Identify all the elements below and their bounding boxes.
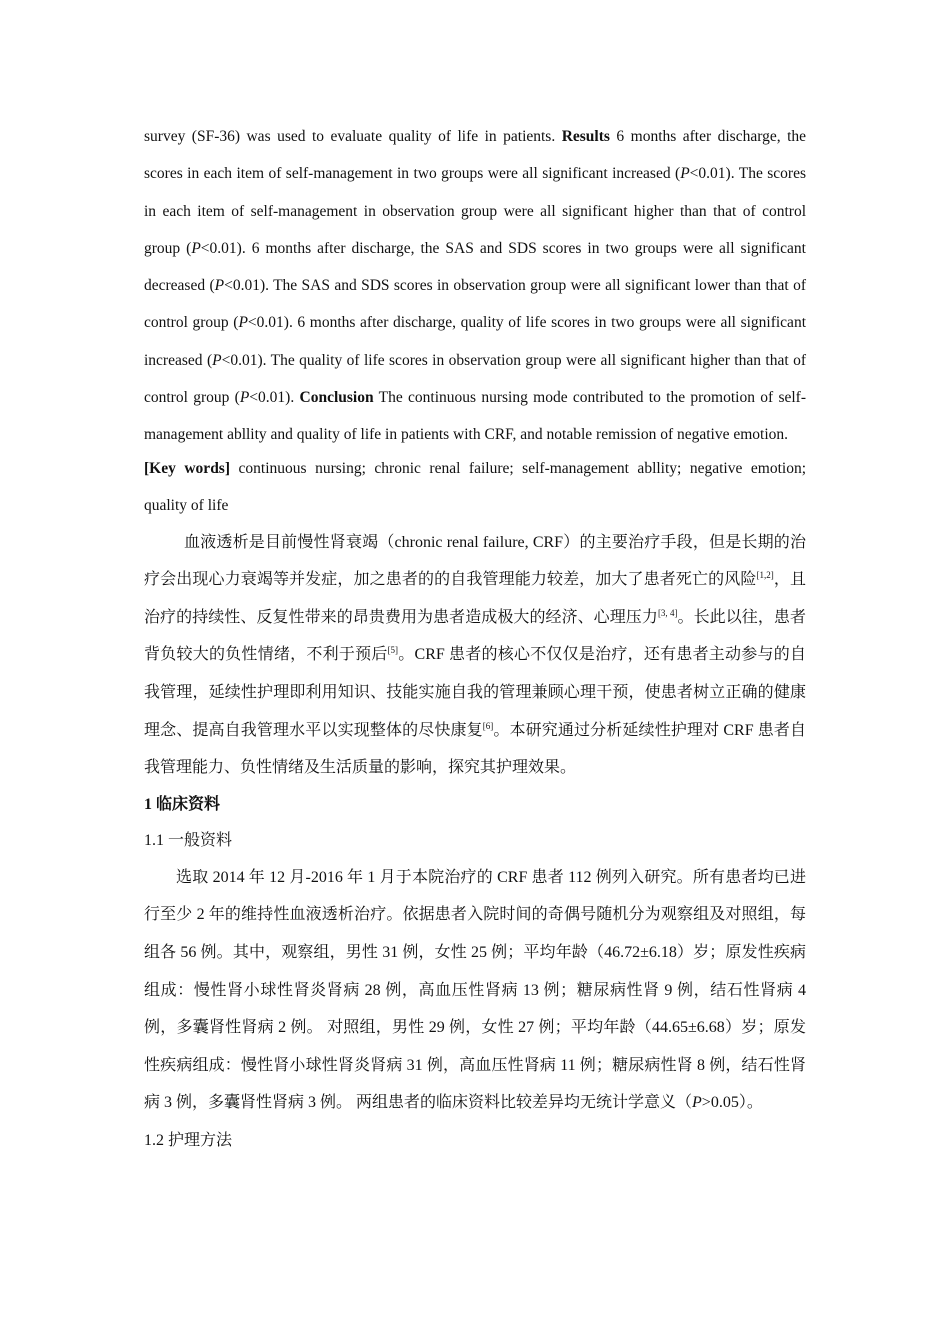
clinical-text: >0.05）。 xyxy=(701,1094,763,1112)
intro-text: ，且治疗的持续性、反复性带来的昂贵费用为患者造成极大的经济、心理压力 xyxy=(144,571,806,626)
clinical-text: 选取 2014 年 12 月-2016 年 1 月于本院治疗的 CRF 患者 112 例列入研究。所有患者均已进行至少 2 年的维持性血液透析治疗。依据患者入院时间的奇偶号随机分为观察组及对照组，每组各 56 例。其中，观察组，男性 31 例，女性 25 例；平均年龄（46.72±6.18）岁；原发性疾病组成：慢性肾小球性肾炎肾病 28 例，高血压性肾病 13 例；糖尿病性肾 9 例，结石性肾病 4 例，多囊肾性肾病 2 例。 对照组，男性 29 例，女性 27 例；平均年龄（44.65±6.68）岁；原发性疾病组成：慢性肾小球性肾炎肾病 31 例，高血压性肾病 11 例；糖尿病性肾 8 例，结石性肾病 3 例，多囊肾性肾病 3 例。 两组患者的临床资料比较差异均无统计学意义（ xyxy=(144,868,806,1112)
keywords-text: continuous nursing; chronic renal failure; self-management abllity; negative emotion; quality of life xyxy=(144,459,806,514)
abstract-text: <0.01). The SAS and SDS scores in observation group were all significant lower than that of control group ( xyxy=(144,277,806,332)
abstract-text: The continuous nursing mode contributed to the promotion of self-management abllity and quality of life in patients with CRF, and notable remission of negative emotion. xyxy=(144,389,806,444)
intro-text: 血液透析是目前慢性肾衰竭（chronic renal failure, CRF）的主要治疗手段，但是长期的治疗会出现心力衰竭等并发症，加之患者的的自我管理能力较差，加大了患者死亡的风险 xyxy=(144,533,806,589)
abstract-text: <0.01). The quality of life scores in observation group were all significant higher than that of control group ( xyxy=(144,351,806,407)
abstract-text: <0.01). The scores in each item of self-management in observation group were all significant higher than that of control group ( xyxy=(144,165,806,257)
keywords-paragraph xyxy=(144,450,806,524)
p-symbol: P xyxy=(191,239,201,257)
p-symbol: P xyxy=(238,314,248,332)
p-symbol: P xyxy=(692,1094,702,1112)
page-body xyxy=(144,118,806,1159)
abstract-text: <0.01). 6 months after discharge, quality of life scores in two groups were all significant increased ( xyxy=(144,314,806,369)
subsection-heading: 1.1 一般资料 xyxy=(144,831,233,849)
clinical-data-paragraph xyxy=(144,859,806,1122)
p-symbol: P xyxy=(214,277,225,295)
citation: [6] xyxy=(482,720,494,731)
abstract-text: survey (SF-36) was used to evaluate quality of life in patients. xyxy=(144,128,556,145)
conclusion-label: Conclusion xyxy=(299,389,374,407)
citation: [1,2] xyxy=(756,570,774,581)
intro-text: 。长此以往，患者背负较大的负性情绪，不利于预后 xyxy=(144,608,806,664)
section-heading: 1 临床资料 xyxy=(144,795,221,813)
abstract-text: <0.01). xyxy=(249,389,295,407)
citation: [5] xyxy=(387,645,399,656)
p-symbol: P xyxy=(239,389,250,407)
abstract-text: <0.01). 6 months after discharge, the SAS and SDS scores in two groups were all significant decreased ( xyxy=(144,239,806,295)
intro-text: 。本研究通过分析延续性护理对 CRF 患者自我管理能力、负性情绪及生活质量的影响，探究其护理效果。 xyxy=(144,721,806,777)
abstract-text: 6 months after discharge, the scores in each item of self-management in two groups were all significant increased ( xyxy=(144,128,807,183)
p-symbol: P xyxy=(680,165,690,183)
citation: [3, 4] xyxy=(657,607,678,618)
p-symbol: P xyxy=(212,351,222,369)
intro-paragraph xyxy=(144,524,806,787)
subsection-heading: 1.2 护理方法 xyxy=(144,1131,233,1149)
results-label: Results xyxy=(561,128,610,145)
keywords-label: [Key words] xyxy=(144,459,231,477)
abstract-paragraph xyxy=(144,118,806,454)
intro-text: 。CRF 患者的核心不仅仅是治疗，还有患者主动参与的自我管理，延续性护理即利用知识、技能实施自我的管理兼顾心理干预，使患者树立正确的健康理念、提高自我管理水平以实现整体的尽快康复 xyxy=(144,646,806,739)
